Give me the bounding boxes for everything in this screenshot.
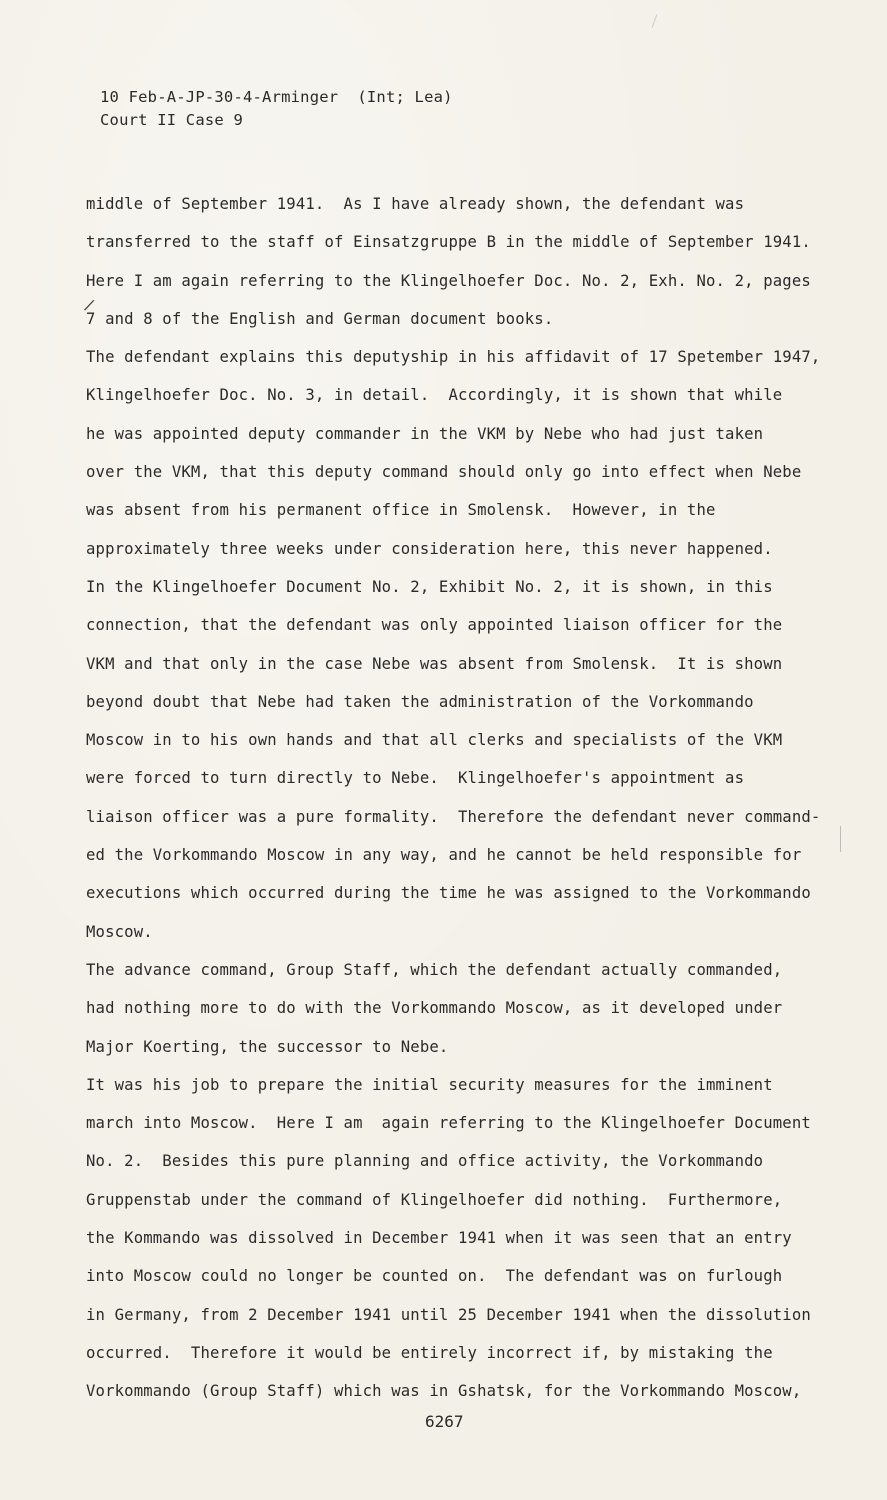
text-line: Moscow.: [86, 922, 153, 941]
text-line: Gruppenstab under the command of Klingelhoefer did nothing. Furthermore,: [86, 1190, 783, 1209]
text-line: Moscow in to his own hands and that all clerks and specialists of the VKM: [86, 731, 783, 750]
text-line: middle of September 1941. As I have already shown, the defendant was: [86, 195, 745, 213]
text-line: march into Moscow. Here I am again referring to the Klingelhoefer Document: [86, 1114, 811, 1133]
text-line: No. 2. Besides this pure planning and office activity, the Vorkommando: [86, 1152, 764, 1171]
text-line: ed the Vorkommando Moscow in any way, and he cannot be held responsible for: [86, 846, 802, 865]
text-line: VKM and that only in the case Nebe was absent from Smolensk. It is shown: [86, 654, 783, 673]
text-line: In the Klingelhoefer Document No. 2, Exhibit No. 2, it is shown, in this: [86, 577, 773, 596]
text-line: Major Koerting, the successor to Nebe.: [86, 1037, 449, 1056]
document-body: [86, 185, 846, 1411]
text-line: liaison officer was a pure formality. Therefore the defendant never command-: [86, 807, 821, 826]
text-line: the Kommando was dissolved in December 1941 when it was seen that an entry: [86, 1229, 792, 1248]
text-line: Klingelhoefer Doc. No. 3, in detail. Accordingly, it is shown that while: [86, 386, 783, 405]
document-header: [100, 86, 453, 132]
text-line: The advance command, Group Staff, which the defendant actually commanded,: [86, 960, 783, 979]
text-line: approximately three weeks under consideration here, this never happened.: [86, 539, 773, 558]
stray-mark-top: [652, 14, 658, 27]
text-line: The defendant explains this deputyship in his affidavit of 17 Spetember 1947,: [86, 348, 821, 367]
margin-mark-right: [840, 826, 841, 852]
margin-slash-mark: /: [82, 295, 97, 315]
text-line: were forced to turn directly to Nebe. Klingelhoefer's appointment as: [86, 769, 745, 788]
text-line: transferred to the staff of Einsatzgruppe B in the middle of September 1941.: [86, 233, 811, 252]
text-line: was absent from his permanent office in Smolensk. However, in the: [86, 501, 716, 520]
text-line: beyond doubt that Nebe had taken the administration of the Vorkommando: [86, 692, 754, 711]
text-line: into Moscow could no longer be counted on. The defendant was on furlough: [86, 1267, 783, 1286]
text-line: Here I am again referring to the Klingelhoefer Doc. No. 2, Exh. No. 2, pages: [86, 271, 811, 290]
text-line: occurred. Therefore it would be entirely incorrect if, by mistaking the: [86, 1343, 773, 1362]
text-line: over the VKM, that this deputy command should only go into effect when Nebe: [86, 463, 802, 482]
text-line: in Germany, from 2 December 1941 until 25 December 1941 when the dissolution: [86, 1305, 811, 1324]
text-line: executions which occurred during the time he was assigned to the Vorkommando: [86, 884, 811, 903]
text-line: connection, that the defendant was only appointed liaison officer for the: [86, 616, 783, 635]
header-court-line: Court II Case 9: [100, 111, 243, 129]
text-line: had nothing more to do with the Vorkommando Moscow, as it developed under: [86, 999, 783, 1018]
text-line: Vorkommando (Group Staff) which was in Gshatsk, for the Vorkommando Moscow,: [86, 1382, 802, 1401]
header-reference-line: 10 Feb-A-JP-30-4-Arminger (Int; Lea): [100, 88, 453, 106]
text-line: he was appointed deputy commander in the VKM by Nebe who had just taken: [86, 424, 764, 443]
page-number: 6267: [425, 1412, 464, 1431]
text-line: It was his job to prepare the initial security measures for the imminent: [86, 1075, 773, 1094]
text-line: 7 and 8 of the English and German document books.: [86, 309, 554, 328]
